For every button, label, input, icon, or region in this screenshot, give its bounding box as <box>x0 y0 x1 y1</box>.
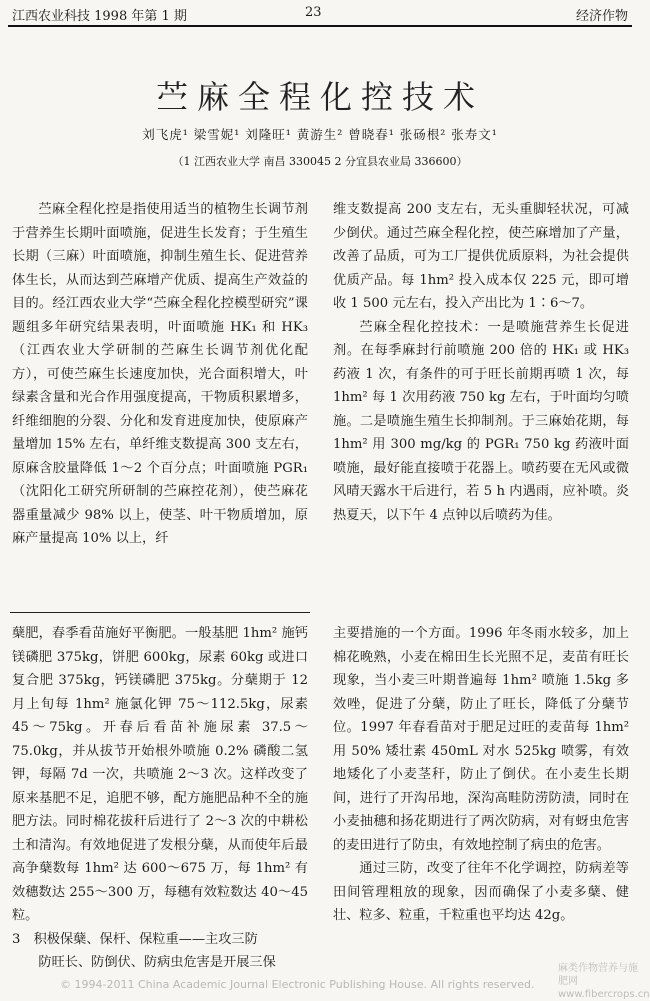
section-divider <box>10 612 310 613</box>
column-left-top <box>12 198 308 551</box>
paragraph: 苎麻全程化控是指使用适当的植物生长调节剂于营养生长期叶面喷施，促进生长发育；于生殖生长期（三麻）叶面喷施，抑制生殖生长、促进营养体生长，从而达到苎麻增产优质、提高生产效益的目的。经江西农业大学“苎麻全程化控模型研究”课题组多年研究结果表明，叶面喷施 HK₁ 和 HK₃（江西农业大学研制的苎麻生长调节剂优化配方），可使苎麻生长速度加快，光合面积增大，叶绿素含量和光合作用强度提高，干物质积累增多，纤维细胞的分裂、分化和发育进度加快，使原麻产量增加 15% 左右，单纤维支数提高 300 支左右，原麻含胶量降低 1～2 个百分点；叶面喷施 PGR₁（沈阳化工研究所研制的苎麻控花剂），使苎麻花器重量减少 98% 以上，使茎、叶干物质增加，原麻产量提高 10% 以上，纤 <box>12 202 308 546</box>
column-right-top <box>333 198 629 527</box>
page-number: 23 <box>305 5 322 20</box>
column-left-bottom <box>12 622 308 975</box>
paragraph: 通过三防，改变了往年不化学调控，防病差等田间管理粗放的现象，因而确保了小麦多蘖、健壮、粒多、粒重，千粒重也平均达 42g。 <box>333 861 629 923</box>
article-title: 苎麻全程化控技术 <box>155 78 484 116</box>
running-header <box>0 0 640 26</box>
paragraph: 防旺长、防倒伏、防病虫危害是开展三保 <box>38 955 276 970</box>
section-heading: 3 积极保蘖、保杆、保粒重——主攻三防 <box>12 931 258 947</box>
journal-issue: 江西农业科技 1998 年第 1 期 <box>12 9 187 24</box>
header-rule <box>8 25 632 27</box>
paragraph: 维支数提高 200 支左右，无头重脚轻状况，可减少倒伏。通过苎麻全程化控，使苎麻增加了产量，改善了品质，可为工厂提供优质原料，为社会提供优质产品。每 1hm² 投入成本仅 225 元，即可增收 1 500 元左右，投入产出比为 1∶6～7。 <box>333 202 629 311</box>
site-watermark: 麻类作物营养与施肥网 www.fibercrops.cn <box>558 963 650 1000</box>
paragraph: 苎麻全程化控技术：一是喷施营养生长促进剂。在每季麻封行前喷施 200 倍的 HK₁ 或 HK₃ 药液 1 次，有条件的可于旺长前期再喷 1 次，每 1hm² 每 1 次用药液 750 kg 左右，于叶面均匀喷施。二是喷施生殖生长抑制剂。于三麻始花期，每 1hm² 用 300 mg/kg 的 PGR₁ 750 kg 药液叶面喷施，最好能直接喷于花器上。喷药要在无风或微风晴天露水干后进行，若 5 h 内遇雨，应补喷。炎热夏天，以下午 4 点钟以后喷药为佳。 <box>333 319 629 523</box>
copyright-watermark: © 1994-2011 China Academic Journal Electronic Publishing House. All rights reserved. <box>60 978 535 991</box>
affiliation: （1 江西农业大学 南昌 330045 2 分宜县农业局 336600） <box>172 155 468 168</box>
paragraph: 主要措施的一个方面。1996 年冬雨水较多，加上棉花晚熟，小麦在棉田生长光照不足，麦苗有旺长现象，当小麦三叶期普遍每 1hm² 喷施 1.5kg 多效唑，促进了分蘖，防止了旺长，降低了分蘖节位。1997 年春看苗对于肥足过旺的麦苗每 1hm² 用 50% 矮壮素 450mL 对水 525kg 喷雾，有效地矮化了小麦茎秆，防止了倒伏。在小麦生长期间，进行了开沟吊地，深沟高畦防涝防渍，同时在小麦抽穗和扬花期进行了两次防病，对有蚜虫危害的麦田进行了防虫，有效地控制了病虫的危害。 <box>333 626 629 853</box>
paragraph: 蘖肥，春季看苗施好平衡肥。一般基肥 1hm² 施钙镁磷肥 375kg，饼肥 600kg，尿素 60kg 或进口复合肥 375kg，钙镁磷肥 375kg。分蘖期于 12 月上旬每 1hm² 施氯化钾 75～112.5kg，尿素 45～75kg。开春后看苗补施尿素 37.5～75.0kg，并从拔节开始根外喷施 0.2% 磷酸二氢钾，每隔 7d 一次，共喷施 2～3 次。这样改变了原来基肥不足，追肥不够，配方施肥品种不全的施肥方法。同时棉花拔秆后进行了 2～3 次的中耕松土和清沟。有效地促进了发根分蘖，从而使年后最高争蘖数每 1hm² 达 600～675 万，每 1hm² 有效穗数达 255～300 万，每穗有效粒数达 40～45 粒。 <box>12 626 308 923</box>
author-list: 刘飞虎¹ 梁雪妮¹ 刘隆旺¹ 黄游生² 曾晓春¹ 张砀根² 张寿文¹ <box>142 127 498 142</box>
column-right-bottom <box>333 622 629 928</box>
section-label: 经济作物 <box>575 9 628 24</box>
